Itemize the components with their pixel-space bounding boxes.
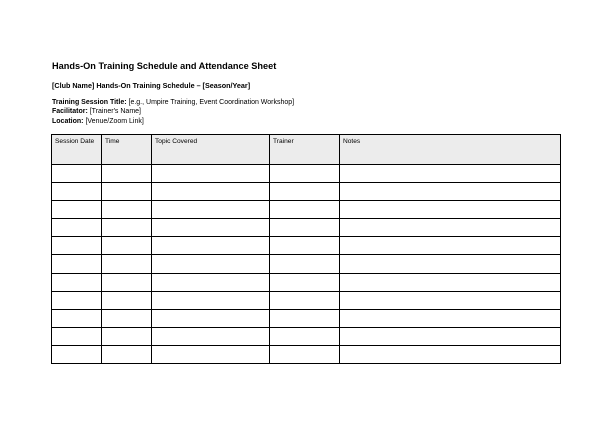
cell-session-date[interactable] <box>52 291 102 309</box>
cell-notes[interactable] <box>340 183 561 201</box>
cell-session-date[interactable] <box>52 201 102 219</box>
cell-topic-covered[interactable] <box>152 255 270 273</box>
header-trainer: Trainer <box>270 135 340 165</box>
cell-notes[interactable] <box>340 165 561 183</box>
cell-trainer[interactable] <box>270 183 340 201</box>
cell-topic-covered[interactable] <box>152 201 270 219</box>
cell-session-date[interactable] <box>52 183 102 201</box>
table-row <box>52 327 561 345</box>
header-notes: Notes <box>340 135 561 165</box>
cell-time[interactable] <box>102 345 152 363</box>
table-header-row <box>52 135 561 165</box>
cell-topic-covered[interactable] <box>152 165 270 183</box>
cell-session-date[interactable] <box>52 255 102 273</box>
header-time: Time <box>102 135 152 165</box>
cell-notes[interactable] <box>340 327 561 345</box>
cell-time[interactable] <box>102 309 152 327</box>
cell-session-date[interactable] <box>52 327 102 345</box>
session-info <box>52 98 294 126</box>
cell-time[interactable] <box>102 327 152 345</box>
cell-trainer[interactable] <box>270 219 340 237</box>
cell-time[interactable] <box>102 219 152 237</box>
facilitator-label: Facilitator: <box>52 108 88 116</box>
cell-time[interactable] <box>102 291 152 309</box>
table-row <box>52 219 561 237</box>
cell-time[interactable] <box>102 237 152 255</box>
table-row <box>52 291 561 309</box>
cell-trainer[interactable] <box>270 255 340 273</box>
cell-time[interactable] <box>102 201 152 219</box>
cell-notes[interactable] <box>340 201 561 219</box>
header-session-date: Session Date <box>52 135 102 165</box>
cell-notes[interactable] <box>340 237 561 255</box>
cell-topic-covered[interactable] <box>152 345 270 363</box>
cell-trainer[interactable] <box>270 309 340 327</box>
document-subtitle: [Club Name] Hands-On Training Schedule – [Season/Year] <box>52 81 251 90</box>
cell-topic-covered[interactable] <box>152 219 270 237</box>
cell-topic-covered[interactable] <box>152 327 270 345</box>
cell-session-date[interactable] <box>52 345 102 363</box>
cell-session-date[interactable] <box>52 309 102 327</box>
cell-time[interactable] <box>102 183 152 201</box>
cell-time[interactable] <box>102 165 152 183</box>
session-title-value: [e.g., Umpire Training, Event Coordination Workshop] <box>126 99 295 106</box>
header-topic-covered: Topic Covered <box>152 135 270 165</box>
schedule-table <box>51 134 561 364</box>
location-value: [Venue/Zoom Link] <box>83 117 144 125</box>
table-row <box>52 201 561 219</box>
cell-topic-covered[interactable] <box>152 291 270 309</box>
cell-trainer[interactable] <box>270 165 340 183</box>
session-title-row <box>52 98 294 107</box>
cell-trainer[interactable] <box>270 201 340 219</box>
cell-trainer[interactable] <box>270 237 340 255</box>
cell-notes[interactable] <box>340 345 561 363</box>
table-row <box>52 345 561 363</box>
cell-notes[interactable] <box>340 309 561 327</box>
table-row <box>52 237 561 255</box>
cell-topic-covered[interactable] <box>152 309 270 327</box>
cell-topic-covered[interactable] <box>152 183 270 201</box>
cell-trainer[interactable] <box>270 291 340 309</box>
table-row <box>52 165 561 183</box>
cell-notes[interactable] <box>340 255 561 273</box>
cell-time[interactable] <box>102 273 152 291</box>
cell-session-date[interactable] <box>52 237 102 255</box>
table-row <box>52 309 561 327</box>
cell-notes[interactable] <box>340 219 561 237</box>
facilitator-row <box>52 107 294 116</box>
cell-session-date[interactable] <box>52 273 102 291</box>
location-label: Location: <box>52 117 84 125</box>
cell-topic-covered[interactable] <box>152 273 270 291</box>
session-title-label: Training Session Title: <box>52 99 127 106</box>
cell-session-date[interactable] <box>52 219 102 237</box>
cell-trainer[interactable] <box>270 273 340 291</box>
facilitator-value: [Trainer's Name] <box>87 108 141 116</box>
cell-trainer[interactable] <box>270 327 340 345</box>
table-row <box>52 183 561 201</box>
cell-trainer[interactable] <box>270 345 340 363</box>
cell-session-date[interactable] <box>52 165 102 183</box>
table-body <box>52 165 561 364</box>
cell-topic-covered[interactable] <box>152 237 270 255</box>
location-row <box>52 117 294 126</box>
cell-notes[interactable] <box>340 273 561 291</box>
table-row <box>52 255 561 273</box>
cell-notes[interactable] <box>340 291 561 309</box>
cell-time[interactable] <box>102 255 152 273</box>
document-title: Hands-On Training Schedule and Attendance Sheet <box>52 61 277 71</box>
table-row <box>52 273 561 291</box>
